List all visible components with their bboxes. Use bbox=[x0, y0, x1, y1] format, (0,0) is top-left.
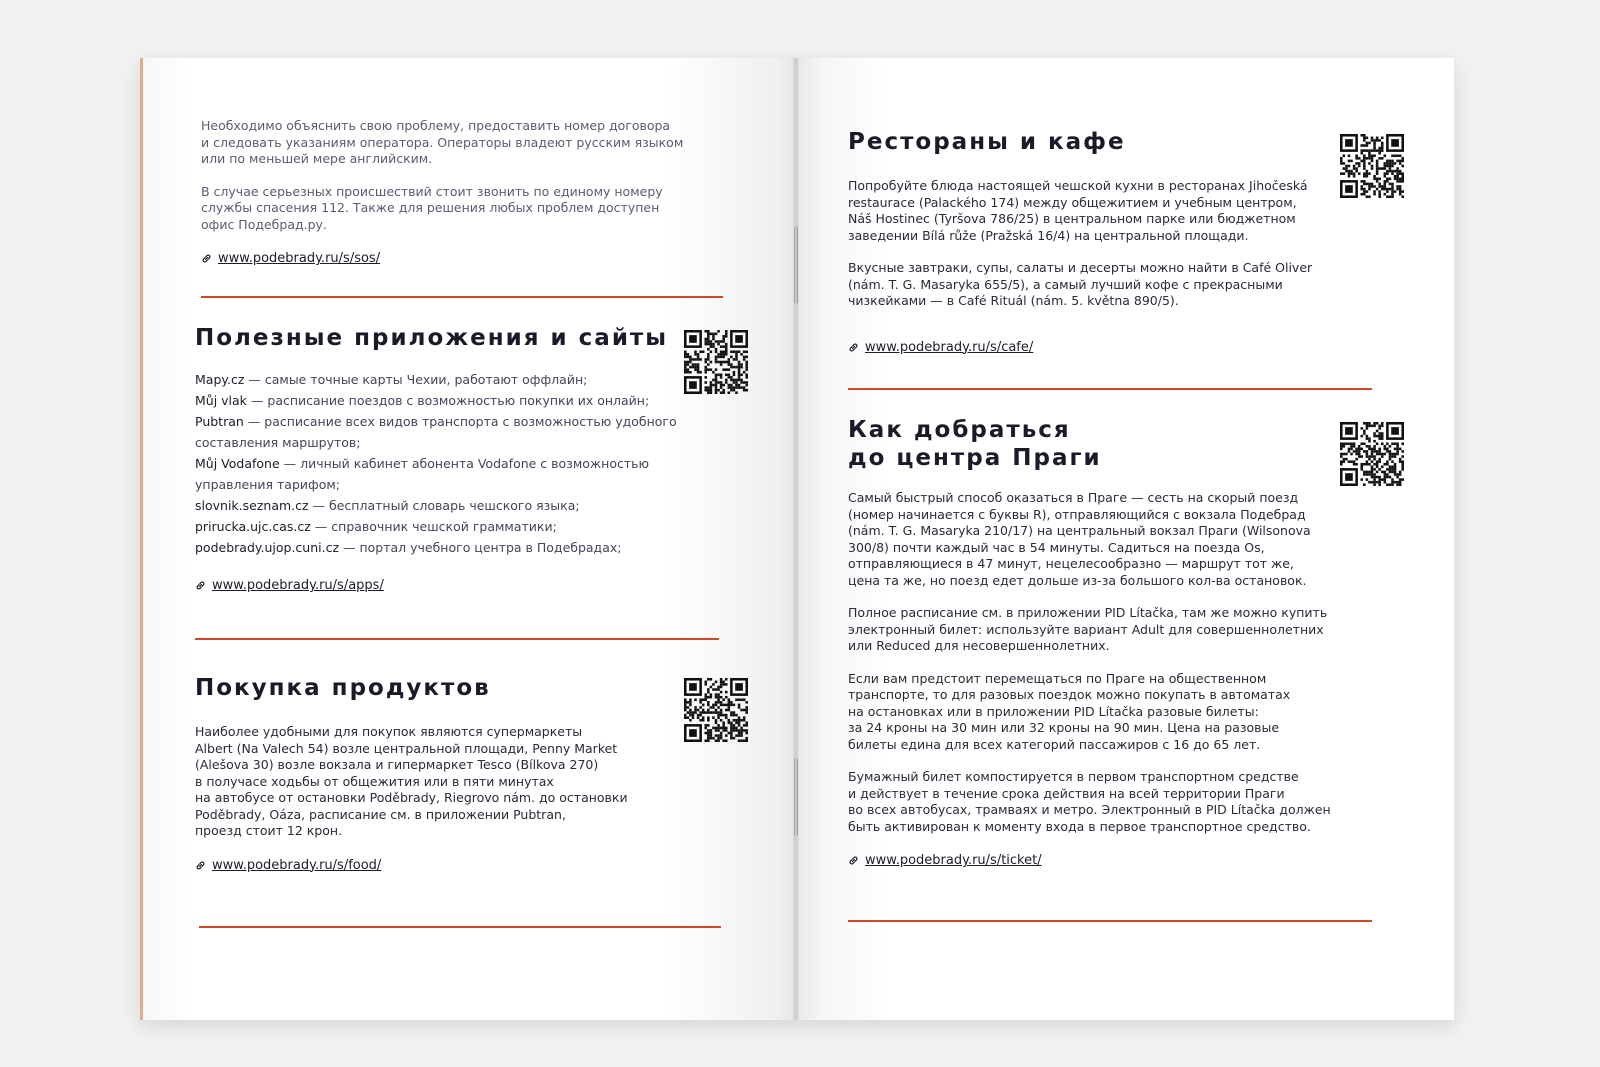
ticket-paragraph-4: Бумажный билет компостируется в первом транспортном средстве и действует в течение срока действия на всей территории Праги во всех автобусах, трамваях и метро. Электронный в PID Lítačka должен быть активирован к моменту входа в первое транспортное средство. bbox=[848, 769, 1331, 834]
ticket-heading: Как добраться до центра Праги bbox=[848, 417, 1102, 471]
app-name: Mapy.cz bbox=[195, 372, 245, 387]
link-icon bbox=[195, 580, 206, 591]
cafe-paragraph-1: Попробуйте блюда настоящей чешской кухни в ресторанах Jihočeská restaurace (Palackého 174) между общежитием и учебным центром, Náš Hostinec (Tyršova 786/25) в центральном парке или бюджетном заведении Bílá růže (Pražská 16/4) на центральной площади. bbox=[848, 178, 1308, 243]
list-item bbox=[195, 537, 715, 558]
app-description: — справочник чешской грамматики; bbox=[310, 519, 557, 534]
list-item bbox=[195, 453, 715, 474]
booklet-spine bbox=[793, 58, 799, 1020]
divider-line bbox=[201, 296, 723, 298]
list-item bbox=[195, 474, 715, 495]
food-heading: Покупка продуктов bbox=[195, 675, 491, 701]
ticket-paragraph-3: Если вам предстоит перемещаться по Праге на общественном транспорте, то для разовых поездок можно покупать в автоматах на остановках или в приложении PID Lítačka разовые билеты: за 24 кроны на 30 мин или 32 кроны на 90 мин. Цена на разовые билеты едина для всех категорий пассажиров с 16 до 65 лет. bbox=[848, 670, 1291, 752]
app-name: Můj vlak bbox=[195, 393, 247, 408]
link-icon bbox=[195, 860, 206, 871]
sos-link[interactable] bbox=[201, 251, 380, 266]
app-description: составления маршрутов; bbox=[195, 435, 361, 450]
app-description: — самые точные карты Чехии, работают оффлайн; bbox=[244, 372, 588, 387]
link-icon bbox=[848, 855, 859, 866]
apps-link[interactable] bbox=[195, 578, 384, 593]
booklet-spread bbox=[140, 58, 1454, 1020]
app-description: управления тарифом; bbox=[195, 477, 340, 492]
sos-paragraph-1: Необходимо объяснить свою проблему, предоставить номер договора и следовать указаниям оператора. Операторы владеют русским языком или по меньшей мере английским. bbox=[201, 118, 684, 166]
apps-link-text: www.podebrady.ru/s/apps/ bbox=[212, 578, 384, 593]
staple bbox=[794, 758, 798, 836]
app-description: — расписание поездов с возможностью покупки их онлайн; bbox=[246, 393, 650, 408]
food-link[interactable] bbox=[195, 858, 381, 873]
app-name: Pubtran bbox=[195, 414, 244, 429]
app-name: prirucka.ujc.cas.cz bbox=[195, 519, 311, 534]
app-description: — расписание всех видов транспорта с возможностью удобного bbox=[243, 414, 677, 429]
left-page bbox=[140, 58, 796, 1020]
sos-section bbox=[201, 118, 701, 269]
ticket-link[interactable] bbox=[848, 853, 1042, 868]
cafe-section bbox=[848, 128, 1338, 358]
divider-line bbox=[199, 926, 721, 928]
app-name: slovnik.seznam.cz bbox=[195, 498, 309, 513]
list-item bbox=[195, 516, 715, 537]
food-link-text: www.podebrady.ru/s/food/ bbox=[212, 857, 382, 873]
sos-link-text: www.podebrady.ru/s/sos/ bbox=[218, 251, 381, 266]
right-page bbox=[796, 58, 1454, 1020]
cafe-paragraph-2: Вкусные завтраки, супы, салаты и десерты можно найти в Café Oliver (nám. T. G. Masaryka 655/5), а самый лучший кофе с прекрасными чизкейками — в Café Rituál (nám. 5. května 890/5). bbox=[848, 260, 1313, 308]
app-description: — бесплатный словарь чешского языка; bbox=[308, 498, 580, 513]
staple bbox=[794, 226, 798, 304]
divider-line bbox=[195, 638, 719, 640]
cafe-link[interactable] bbox=[848, 340, 1033, 355]
ticket-paragraph-2: Полное расписание см. в приложении PID Lítačka, там же можно купить электронный билет: используйте вариант Adult для совершеннолетних или Reduced для несовершеннолетних. bbox=[848, 605, 1328, 653]
apps-heading: Полезные приложения и сайты bbox=[195, 325, 669, 351]
qr-code-icon bbox=[684, 678, 748, 742]
qr-code-icon bbox=[1340, 134, 1404, 198]
list-item bbox=[195, 495, 715, 516]
list-item bbox=[195, 369, 715, 390]
food-section bbox=[195, 674, 715, 876]
list-item bbox=[195, 432, 715, 453]
link-icon bbox=[848, 342, 859, 353]
apps-section bbox=[195, 324, 715, 596]
divider-line bbox=[848, 920, 1372, 922]
ticket-section bbox=[848, 416, 1338, 871]
list-item bbox=[195, 390, 715, 411]
ticket-paragraph-1: Самый быстрый способ оказаться в Праге — сесть на скорый поезд (номер начинается с буквы R), отправляющийся с вокзала Подебрад (nám. T. G. Masaryka 210/17) на центральный вокзал Праги (Wilsonova 300/8) почти каждый час в 54 минуты. Садиться на поезда Os, отправляющиеся в 47 минут, нецелесообразно — маршрут тот же, цена та же, но поезд едет дольше из-за большого кол-ва остановок. bbox=[848, 490, 1311, 588]
qr-code-icon bbox=[684, 330, 748, 394]
food-paragraph: Наиболее удобными для покупок являются супермаркеты Albert (Na Valech 54) возле центральной площади, Penny Market (Alešova 30) возле вокзала и гипермаркет Tesco (Bílkova 270) в получасе ходьбы от общежития или в пяти минутах на автобусе от остановки Poděbrady, Riegrovo nám. до остановки Poděbrady, Oáza, расписание см. в приложении Pubtran, проезд стоит 12 крон. bbox=[195, 724, 628, 838]
app-description: — портал учебного центра в Подебрадах; bbox=[339, 540, 622, 555]
sos-paragraph-2: В случае серьезных происшествий стоит звонить по единому номеру службы спасения 112. Также для решения любых проблем доступен офис Подебрад.ру. bbox=[201, 183, 663, 232]
app-name: podebrady.ujop.cuni.cz bbox=[195, 540, 340, 555]
qr-code-icon bbox=[1340, 422, 1404, 486]
link-icon bbox=[201, 253, 212, 264]
list-item bbox=[195, 411, 715, 432]
cafe-link-text: www.podebrady.ru/s/cafe/ bbox=[865, 339, 1034, 355]
divider-line bbox=[848, 388, 1372, 390]
app-description: — личный кабинет абонента Vodafone с возможностью bbox=[279, 456, 650, 471]
cafe-heading: Рестораны и кафе bbox=[848, 129, 1126, 155]
ticket-link-text: www.podebrady.ru/s/ticket/ bbox=[865, 853, 1042, 868]
apps-list bbox=[195, 369, 715, 558]
app-name: Můj Vodafone bbox=[195, 456, 280, 471]
